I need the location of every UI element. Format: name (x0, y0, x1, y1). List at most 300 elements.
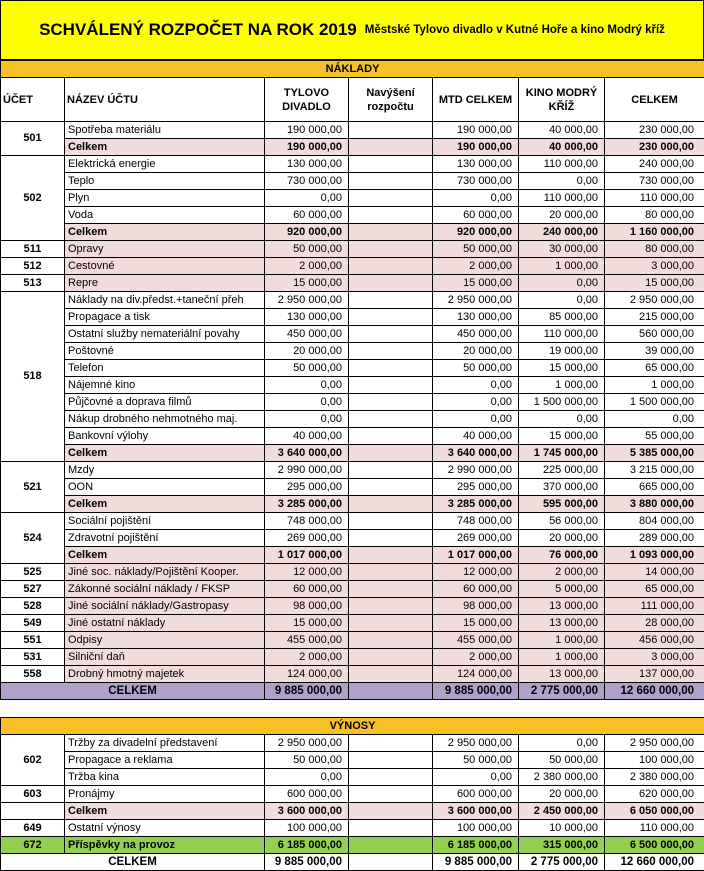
celkem-value[interactable]: 665 000,00 (605, 479, 704, 496)
kino-value[interactable]: 110 000,00 (519, 326, 605, 343)
kino-value[interactable]: 1 500 000,00 (519, 394, 605, 411)
account-number[interactable]: 501 (1, 122, 65, 156)
navyseni-value[interactable] (349, 292, 433, 309)
celkem-value[interactable]: 3 880 000,00 (605, 496, 704, 513)
navyseni-value[interactable] (349, 598, 433, 615)
vynosy-total-row (1, 854, 704, 871)
tylovo-value[interactable]: 15 000,00 (265, 275, 349, 292)
celkem-value[interactable]: 80 000,00 (605, 207, 704, 224)
kino-value[interactable]: 110 000,00 (519, 156, 605, 173)
tylovo-value[interactable]: 3 600 000,00 (265, 803, 349, 820)
navyseni-value[interactable] (349, 666, 433, 683)
navyseni-value[interactable] (349, 394, 433, 411)
mtd-value[interactable]: 1 017 000,00 (433, 547, 519, 564)
tylovo-value[interactable]: 1 017 000,00 (265, 547, 349, 564)
celkem-value[interactable]: 15 000,00 (605, 275, 704, 292)
celkem-value[interactable]: 110 000,00 (605, 190, 704, 207)
account-name[interactable]: Celkem (65, 496, 265, 513)
navyseni-value[interactable] (349, 377, 433, 394)
account-name[interactable]: Náklady na div.předst.+taneční přeh (65, 292, 265, 309)
mtd-value[interactable]: 2 990 000,00 (433, 462, 519, 479)
celkem-value[interactable]: 65 000,00 (605, 581, 704, 598)
account-name[interactable]: Poštovné (65, 343, 265, 360)
kino-value[interactable]: 15 000,00 (519, 360, 605, 377)
kino-value[interactable]: 85 000,00 (519, 309, 605, 326)
header-mtd[interactable]: MTD CELKEM (433, 78, 519, 122)
mtd-value[interactable]: 450 000,00 (433, 326, 519, 343)
kino-value[interactable]: 76 000,00 (519, 547, 605, 564)
navyseni-value[interactable] (349, 173, 433, 190)
account-number[interactable]: 512 (1, 258, 65, 275)
tylovo-value[interactable]: 0,00 (265, 190, 349, 207)
mtd-value[interactable]: 15 000,00 (433, 275, 519, 292)
navyseni-value[interactable] (349, 224, 433, 241)
celkem-value[interactable]: 1 500 000,00 (605, 394, 704, 411)
celkem-value[interactable]: 80 000,00 (605, 241, 704, 258)
celkem-value[interactable]: 100 000,00 (605, 752, 704, 769)
table-row (1, 462, 704, 479)
celkem-value[interactable]: 3 215 000,00 (605, 462, 704, 479)
navyseni-value[interactable] (349, 837, 433, 854)
kino-value[interactable]: 315 000,00 (519, 837, 605, 854)
navyseni-value[interactable] (349, 496, 433, 513)
mtd-value[interactable]: 748 000,00 (433, 513, 519, 530)
navyseni-value[interactable] (349, 428, 433, 445)
navyseni-value[interactable] (349, 207, 433, 224)
celkem-value[interactable]: 2 950 000,00 (605, 735, 704, 752)
tylovo-value[interactable]: 0,00 (265, 411, 349, 428)
table-row (1, 786, 704, 803)
sheet-title-bar (0, 0, 704, 60)
tylovo-value[interactable]: 130 000,00 (265, 156, 349, 173)
account-number[interactable]: 549 (1, 615, 65, 632)
celkem-value[interactable]: 240 000,00 (605, 156, 704, 173)
mtd-value[interactable]: 130 000,00 (433, 156, 519, 173)
kino-value[interactable]: 56 000,00 (519, 513, 605, 530)
account-number[interactable]: 603 (1, 786, 65, 803)
account-name[interactable]: Celkem (65, 445, 265, 462)
account-number[interactable]: 524 (1, 513, 65, 564)
tylovo-value[interactable]: 20 000,00 (265, 343, 349, 360)
table-row (1, 820, 704, 837)
kino-value[interactable]: 20 000,00 (519, 786, 605, 803)
mtd-value[interactable]: 295 000,00 (433, 479, 519, 496)
sheet-subtitle: Městské Tylovo divadlo v Kutné Hoře a kino Modrý kříž (365, 24, 665, 36)
account-name[interactable]: Celkem (65, 547, 265, 564)
mtd-value[interactable]: 269 000,00 (433, 530, 519, 547)
account-name[interactable]: Ostatní výnosy (65, 820, 265, 837)
celkem-value[interactable]: 289 000,00 (605, 530, 704, 547)
account-name[interactable]: Odpisy (65, 632, 265, 649)
naklady-section-header (1, 61, 704, 78)
account-name[interactable]: Drobný hmotný majetek (65, 666, 265, 683)
tylovo-value[interactable]: 6 185 000,00 (265, 837, 349, 854)
navyseni-value[interactable] (349, 360, 433, 377)
naklady-total-row-label[interactable]: CELKEM (1, 683, 265, 700)
tylovo-value[interactable]: 0,00 (265, 377, 349, 394)
kino-value[interactable]: 2 000,00 (519, 564, 605, 581)
celkem-value[interactable]: 111 000,00 (605, 598, 704, 615)
account-number[interactable]: 502 (1, 156, 65, 241)
tylovo-value[interactable]: 730 000,00 (265, 173, 349, 190)
navyseni-value[interactable] (349, 139, 433, 156)
celkem-value[interactable]: 1 093 000,00 (605, 547, 704, 564)
account-name[interactable]: Zdravotní pojištění (65, 530, 265, 547)
navyseni-value[interactable] (349, 411, 433, 428)
celkem-value[interactable]: 0,00 (605, 411, 704, 428)
tylovo-value[interactable]: 3 640 000,00 (265, 445, 349, 462)
navyseni-value[interactable] (349, 309, 433, 326)
spacer-row (1, 700, 704, 718)
kino-value[interactable]: 30 000,00 (519, 241, 605, 258)
account-number[interactable]: 672 (1, 837, 65, 854)
tylovo-value[interactable]: 60 000,00 (265, 207, 349, 224)
kino-value[interactable]: 0,00 (519, 292, 605, 309)
celkem-value[interactable]: 65 000,00 (605, 360, 704, 377)
tylovo-value[interactable]: 3 285 000,00 (265, 496, 349, 513)
kino-value[interactable]: 595 000,00 (519, 496, 605, 513)
tylovo-value[interactable]: 0,00 (265, 769, 349, 786)
mtd-value[interactable]: 2 000,00 (433, 649, 519, 666)
kino-value[interactable]: 225 000,00 (519, 462, 605, 479)
celkem-value[interactable]: 28 000,00 (605, 615, 704, 632)
kino-value[interactable]: 20 000,00 (519, 530, 605, 547)
account-name[interactable]: Repre (65, 275, 265, 292)
header-ucet[interactable]: ÚČET (1, 78, 65, 122)
navyseni-value[interactable] (349, 462, 433, 479)
mtd-value[interactable]: 50 000,00 (433, 241, 519, 258)
header-kino[interactable]: KINO MODRÝ KŘÍŽ (519, 78, 605, 122)
account-number[interactable]: 513 (1, 275, 65, 292)
navyseni-value[interactable] (349, 564, 433, 581)
mtd-value[interactable]: 600 000,00 (433, 786, 519, 803)
mtd-value[interactable]: 0,00 (433, 769, 519, 786)
kino-value[interactable]: 40 000,00 (519, 139, 605, 156)
tylovo-value[interactable]: 50 000,00 (265, 241, 349, 258)
account-name[interactable]: Tržby za divadelní představení (65, 735, 265, 752)
naklady-total-row-tylovo[interactable]: 9 885 000,00 (265, 683, 349, 700)
table-row (1, 139, 704, 156)
vynosy-section-header-label[interactable]: VÝNOSY (1, 718, 704, 735)
kino-value[interactable]: 13 000,00 (519, 615, 605, 632)
tylovo-value[interactable]: 98 000,00 (265, 598, 349, 615)
celkem-value[interactable]: 55 000,00 (605, 428, 704, 445)
kino-value[interactable]: 1 000,00 (519, 258, 605, 275)
tylovo-value[interactable]: 0,00 (265, 394, 349, 411)
mtd-value[interactable]: 3 285 000,00 (433, 496, 519, 513)
vynosy-total-row-mtd[interactable]: 9 885 000,00 (433, 854, 519, 871)
account-number[interactable]: 602 (1, 735, 65, 786)
account-name[interactable]: Teplo (65, 173, 265, 190)
mtd-value[interactable]: 12 000,00 (433, 564, 519, 581)
account-name[interactable]: Nájemné kino (65, 377, 265, 394)
account-name[interactable]: Propagace a tisk (65, 309, 265, 326)
tylovo-value[interactable]: 295 000,00 (265, 479, 349, 496)
celkem-value[interactable]: 730 000,00 (605, 173, 704, 190)
account-name[interactable]: Voda (65, 207, 265, 224)
celkem-value[interactable]: 14 000,00 (605, 564, 704, 581)
naklady-section-header-label[interactable]: NÁKLADY (1, 61, 704, 78)
navyseni-value[interactable] (349, 632, 433, 649)
kino-value[interactable]: 5 000,00 (519, 581, 605, 598)
mtd-value[interactable]: 50 000,00 (433, 360, 519, 377)
navyseni-value[interactable] (349, 530, 433, 547)
tylovo-value[interactable]: 748 000,00 (265, 513, 349, 530)
celkem-value[interactable]: 804 000,00 (605, 513, 704, 530)
tylovo-value[interactable]: 190 000,00 (265, 139, 349, 156)
account-name[interactable]: Ostatní služby nemateriální povahy (65, 326, 265, 343)
account-name[interactable]: Silniční daň (65, 649, 265, 666)
vynosy-total-row-navyseni[interactable] (349, 854, 433, 871)
naklady-total-row-kino[interactable]: 2 775 000,00 (519, 683, 605, 700)
tylovo-value[interactable]: 124 000,00 (265, 666, 349, 683)
celkem-value[interactable]: 110 000,00 (605, 820, 704, 837)
celkem-value[interactable]: 1 160 000,00 (605, 224, 704, 241)
mtd-value[interactable]: 3 600 000,00 (433, 803, 519, 820)
account-name[interactable]: Celkem (65, 803, 265, 820)
mtd-value[interactable]: 0,00 (433, 394, 519, 411)
kino-value[interactable]: 15 000,00 (519, 428, 605, 445)
account-name[interactable]: Celkem (65, 224, 265, 241)
account-name[interactable]: Propagace a reklama (65, 752, 265, 769)
account-number[interactable]: 518 (1, 292, 65, 462)
account-name[interactable]: Mzdy (65, 462, 265, 479)
kino-value[interactable]: 19 000,00 (519, 343, 605, 360)
celkem-value[interactable]: 6 500 000,00 (605, 837, 704, 854)
sheet-title: SCHVÁLENÝ ROZPOČET NA ROK 2019 (39, 20, 357, 40)
tylovo-value[interactable]: 60 000,00 (265, 581, 349, 598)
kino-value[interactable]: 1 000,00 (519, 649, 605, 666)
table-row (1, 445, 704, 462)
celkem-value[interactable]: 137 000,00 (605, 666, 704, 683)
account-name[interactable]: Nákup drobného nehmotného maj. (65, 411, 265, 428)
mtd-value[interactable]: 60 000,00 (433, 581, 519, 598)
celkem-value[interactable]: 230 000,00 (605, 122, 704, 139)
account-name[interactable]: Elektrická energie (65, 156, 265, 173)
navyseni-value[interactable] (349, 241, 433, 258)
tylovo-value[interactable]: 269 000,00 (265, 530, 349, 547)
navyseni-value[interactable] (349, 547, 433, 564)
tylovo-value[interactable]: 190 000,00 (265, 122, 349, 139)
table-row (1, 275, 704, 292)
tylovo-value[interactable]: 12 000,00 (265, 564, 349, 581)
tylovo-value[interactable]: 100 000,00 (265, 820, 349, 837)
kino-value[interactable]: 13 000,00 (519, 598, 605, 615)
mtd-value[interactable]: 20 000,00 (433, 343, 519, 360)
celkem-value[interactable]: 215 000,00 (605, 309, 704, 326)
kino-value[interactable]: 0,00 (519, 173, 605, 190)
navyseni-value[interactable] (349, 786, 433, 803)
navyseni-value[interactable] (349, 513, 433, 530)
mtd-value[interactable]: 730 000,00 (433, 173, 519, 190)
account-name[interactable]: Příspěvky na provoz (65, 837, 265, 854)
navyseni-value[interactable] (349, 581, 433, 598)
mtd-value[interactable]: 50 000,00 (433, 752, 519, 769)
table-row (1, 122, 704, 139)
navyseni-value[interactable] (349, 258, 433, 275)
mtd-value[interactable]: 0,00 (433, 377, 519, 394)
celkem-value[interactable]: 620 000,00 (605, 786, 704, 803)
kino-value[interactable]: 50 000,00 (519, 752, 605, 769)
celkem-value[interactable]: 3 000,00 (605, 258, 704, 275)
kino-value[interactable]: 110 000,00 (519, 190, 605, 207)
mtd-value[interactable]: 920 000,00 (433, 224, 519, 241)
table-row (1, 530, 704, 547)
kino-value[interactable]: 1 000,00 (519, 632, 605, 649)
account-name[interactable]: Spotřeba materiálu (65, 122, 265, 139)
celkem-value[interactable]: 2 950 000,00 (605, 292, 704, 309)
mtd-value[interactable]: 3 640 000,00 (433, 445, 519, 462)
header-navyseni[interactable]: Navýšení rozpočtu (349, 78, 433, 122)
account-number[interactable]: 558 (1, 666, 65, 683)
kino-value[interactable]: 240 000,00 (519, 224, 605, 241)
celkem-value[interactable]: 5 385 000,00 (605, 445, 704, 462)
table-row (1, 547, 704, 564)
navyseni-value[interactable] (349, 803, 433, 820)
celkem-value[interactable]: 560 000,00 (605, 326, 704, 343)
mtd-value[interactable]: 2 000,00 (433, 258, 519, 275)
mtd-value[interactable]: 6 185 000,00 (433, 837, 519, 854)
mtd-value[interactable]: 2 950 000,00 (433, 735, 519, 752)
account-number[interactable]: 551 (1, 632, 65, 649)
mtd-value[interactable]: 100 000,00 (433, 820, 519, 837)
tylovo-value[interactable]: 2 000,00 (265, 258, 349, 275)
account-name[interactable]: Pronájmy (65, 786, 265, 803)
kino-value[interactable]: 1 000,00 (519, 377, 605, 394)
mtd-value[interactable]: 124 000,00 (433, 666, 519, 683)
mtd-value[interactable]: 0,00 (433, 411, 519, 428)
celkem-value[interactable]: 39 000,00 (605, 343, 704, 360)
kino-value[interactable]: 370 000,00 (519, 479, 605, 496)
naklady-total-row-celkem[interactable]: 12 660 000,00 (605, 683, 704, 700)
navyseni-value[interactable] (349, 343, 433, 360)
tylovo-value[interactable]: 50 000,00 (265, 752, 349, 769)
celkem-value[interactable]: 1 000,00 (605, 377, 704, 394)
vynosy-total-row-label[interactable]: CELKEM (1, 854, 265, 871)
account-number[interactable] (1, 803, 65, 820)
navyseni-value[interactable] (349, 752, 433, 769)
kino-value[interactable]: 40 000,00 (519, 122, 605, 139)
vynosy-total-row-tylovo[interactable]: 9 885 000,00 (265, 854, 349, 871)
naklady-total-row-mtd[interactable]: 9 885 000,00 (433, 683, 519, 700)
account-number[interactable]: 531 (1, 649, 65, 666)
mtd-value[interactable]: 190 000,00 (433, 122, 519, 139)
navyseni-value[interactable] (349, 649, 433, 666)
mtd-value[interactable]: 2 950 000,00 (433, 292, 519, 309)
tylovo-value[interactable]: 15 000,00 (265, 615, 349, 632)
kino-value[interactable]: 20 000,00 (519, 207, 605, 224)
account-name[interactable]: Cestovné (65, 258, 265, 275)
celkem-value[interactable]: 6 050 000,00 (605, 803, 704, 820)
kino-value[interactable]: 13 000,00 (519, 666, 605, 683)
account-number[interactable]: 521 (1, 462, 65, 513)
tylovo-value[interactable]: 2 990 000,00 (265, 462, 349, 479)
kino-value[interactable]: 0,00 (519, 275, 605, 292)
account-number[interactable]: 649 (1, 820, 65, 837)
account-number[interactable]: 511 (1, 241, 65, 258)
mtd-value[interactable]: 190 000,00 (433, 139, 519, 156)
naklady-total-row (1, 683, 704, 700)
kino-value[interactable]: 2 450 000,00 (519, 803, 605, 820)
kino-value[interactable]: 0,00 (519, 735, 605, 752)
account-name[interactable]: Jiné soc. náklady/Pojištění Kooper. (65, 564, 265, 581)
mtd-value[interactable]: 98 000,00 (433, 598, 519, 615)
kino-value[interactable]: 0,00 (519, 411, 605, 428)
navyseni-value[interactable] (349, 122, 433, 139)
tylovo-value[interactable]: 920 000,00 (265, 224, 349, 241)
table-row (1, 411, 704, 428)
naklady-total-row-navyseni[interactable] (349, 683, 433, 700)
navyseni-value[interactable] (349, 820, 433, 837)
vynosy-total-row-celkem[interactable]: 12 660 000,00 (605, 854, 704, 871)
vynosy-total-row-kino[interactable]: 2 775 000,00 (519, 854, 605, 871)
kino-value[interactable]: 1 745 000,00 (519, 445, 605, 462)
header-celkem[interactable]: CELKEM (605, 78, 704, 122)
celkem-value[interactable]: 456 000,00 (605, 632, 704, 649)
account-name[interactable]: Zákonné sociální náklady / FKSP (65, 581, 265, 598)
tylovo-value[interactable]: 50 000,00 (265, 360, 349, 377)
account-name[interactable]: OON (65, 479, 265, 496)
account-name[interactable]: Telefon (65, 360, 265, 377)
account-number[interactable]: 527 (1, 581, 65, 598)
account-number[interactable]: 528 (1, 598, 65, 615)
account-name[interactable]: Sociální pojištění (65, 513, 265, 530)
navyseni-value[interactable] (349, 190, 433, 207)
account-name[interactable]: Opravy (65, 241, 265, 258)
celkem-value[interactable]: 2 380 000,00 (605, 769, 704, 786)
account-name[interactable]: Jiné sociální náklady/Gastropasy (65, 598, 265, 615)
tylovo-value[interactable]: 2 950 000,00 (265, 292, 349, 309)
account-name[interactable]: Plyn (65, 190, 265, 207)
tylovo-value[interactable]: 130 000,00 (265, 309, 349, 326)
navyseni-value[interactable] (349, 769, 433, 786)
account-number[interactable]: 525 (1, 564, 65, 581)
navyseni-value[interactable] (349, 615, 433, 632)
tylovo-value[interactable]: 40 000,00 (265, 428, 349, 445)
navyseni-value[interactable] (349, 275, 433, 292)
table-row (1, 496, 704, 513)
celkem-value[interactable]: 230 000,00 (605, 139, 704, 156)
account-name[interactable]: Jiné ostatní náklady (65, 615, 265, 632)
mtd-value[interactable]: 130 000,00 (433, 309, 519, 326)
account-name[interactable]: Půjčovné a doprava filmů (65, 394, 265, 411)
tylovo-value[interactable]: 455 000,00 (265, 632, 349, 649)
mtd-value[interactable]: 60 000,00 (433, 207, 519, 224)
navyseni-value[interactable] (349, 445, 433, 462)
navyseni-value[interactable] (349, 326, 433, 343)
mtd-value[interactable]: 40 000,00 (433, 428, 519, 445)
kino-value[interactable]: 10 000,00 (519, 820, 605, 837)
tylovo-value[interactable]: 2 950 000,00 (265, 735, 349, 752)
mtd-value[interactable]: 15 000,00 (433, 615, 519, 632)
table-row (1, 837, 704, 854)
mtd-value[interactable]: 0,00 (433, 190, 519, 207)
account-name[interactable]: Celkem (65, 139, 265, 156)
celkem-value[interactable]: 3 000,00 (605, 649, 704, 666)
header-tylovo[interactable]: TYLOVO DIVADLO (265, 78, 349, 122)
tylovo-value[interactable]: 600 000,00 (265, 786, 349, 803)
header-nazev[interactable]: NÁZEV ÚČTU (65, 78, 265, 122)
navyseni-value[interactable] (349, 735, 433, 752)
account-name[interactable]: Tržba kina (65, 769, 265, 786)
navyseni-value[interactable] (349, 479, 433, 496)
navyseni-value[interactable] (349, 156, 433, 173)
mtd-value[interactable]: 455 000,00 (433, 632, 519, 649)
tylovo-value[interactable]: 2 000,00 (265, 649, 349, 666)
tylovo-value[interactable]: 450 000,00 (265, 326, 349, 343)
kino-value[interactable]: 2 380 000,00 (519, 769, 605, 786)
account-name[interactable]: Bankovní výlohy (65, 428, 265, 445)
